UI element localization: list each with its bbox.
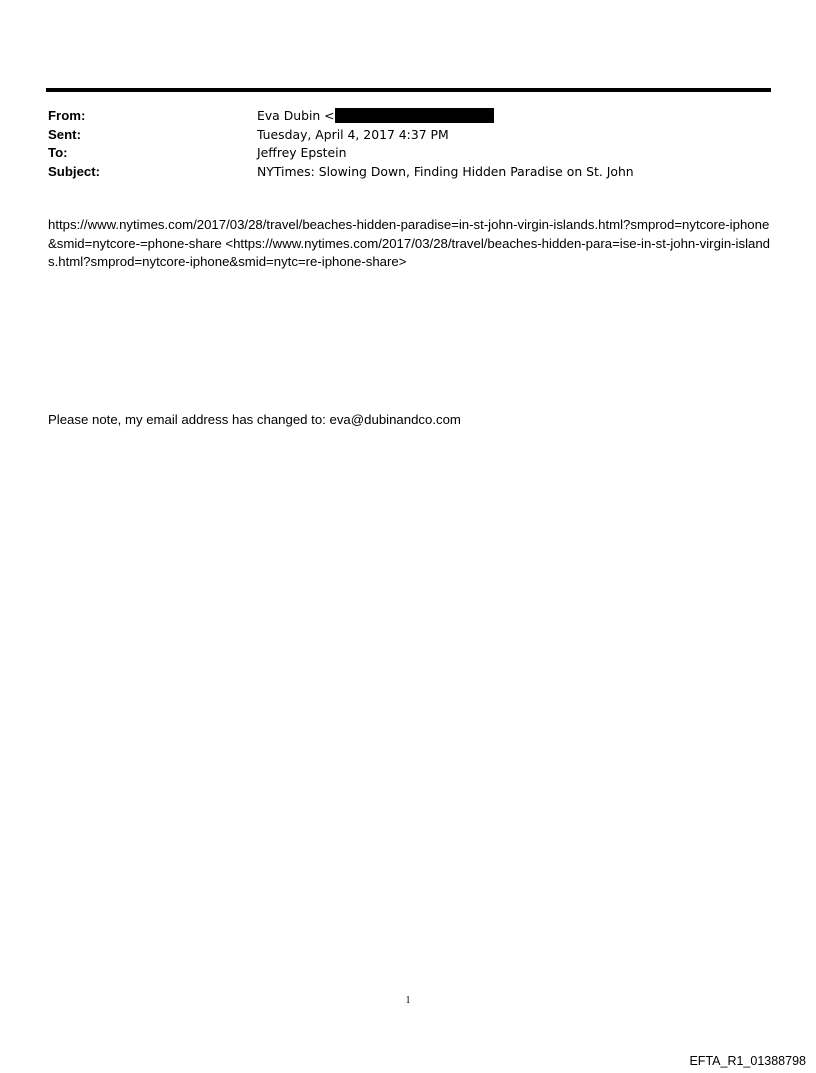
email-header	[48, 107, 768, 181]
subject-row	[48, 163, 768, 182]
to-row	[48, 144, 768, 163]
page-number: 1	[405, 995, 411, 1006]
to-value: Jeffrey Epstein	[257, 145, 347, 160]
sent-row	[48, 126, 768, 145]
from-name: Eva Dubin <	[257, 108, 335, 123]
from-value	[257, 107, 768, 126]
to-label: To:	[48, 145, 68, 160]
redaction-box	[335, 108, 494, 123]
address-change-note: Please note, my email address has changed to: eva@dubinandco.com	[48, 412, 461, 427]
header-rule	[46, 88, 771, 92]
from-label: From:	[48, 108, 86, 123]
subject-value: NYTimes: Slowing Down, Finding Hidden Paradise on St. John	[257, 163, 634, 179]
subject-label: Subject:	[48, 163, 101, 179]
document-id: EFTA_R1_01388798	[689, 1054, 806, 1068]
sent-value: Tuesday, April 4, 2017 4:37 PM	[257, 126, 449, 142]
sent-label: Sent:	[48, 126, 81, 142]
from-row	[48, 107, 768, 126]
article-link[interactable]: https://www.nytimes.com/2017/03/28/travel/beaches-hidden-paradise=in-st-john-virgin-islands.html?smprod=nytcore-iphone&smid=nytcore-=phone-share <https://www.nytimes.com/2017/03/28/travel/beaches-hidden-para=ise-in-st-john-virgin-islands.html?smprod=nytcore-iphone&smid=nytc=re-iphone-share>	[48, 217, 771, 270]
